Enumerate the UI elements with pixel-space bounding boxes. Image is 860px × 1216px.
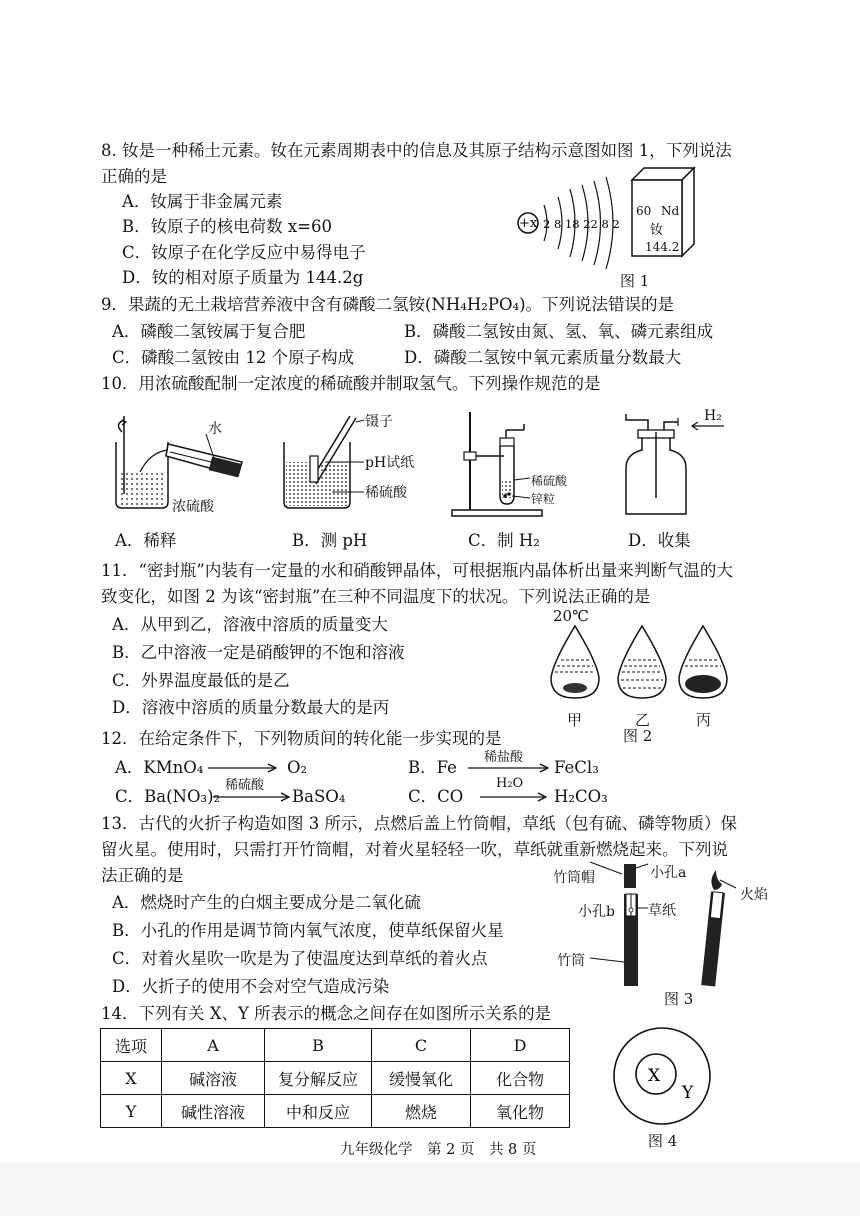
label-hole-b: 小孔b	[578, 904, 615, 920]
fig1-caption: 图 1	[620, 272, 650, 290]
table-cell: C	[372, 1029, 471, 1062]
label-paper: 草纸	[648, 903, 676, 919]
q12-b-condition: 稀盐酸	[484, 750, 524, 765]
table-cell: 缓慢氧化	[372, 1062, 471, 1095]
label-dilute-acid: 稀硫酸	[365, 485, 407, 501]
q10-option-c: C．制 H₂	[468, 531, 540, 550]
label-flame: 火焰	[740, 887, 768, 903]
q11-option-b: B．乙中溶液一定是硝酸钾的不饱和溶液	[112, 643, 405, 662]
page-footer: 九年级化学 第 2 页 共 8 页	[340, 1142, 537, 1158]
q12-b-left: B．Fe	[408, 758, 457, 777]
q10-option-d: D．收集	[628, 531, 691, 550]
table-cell: 燃烧	[372, 1095, 471, 1128]
q10-option-b: B．测 pH	[292, 531, 368, 550]
q8-option-c: C．钕原子在化学反应中易得电子	[122, 243, 366, 262]
label-hole-a: 小孔a	[650, 865, 687, 881]
atom-shell-electrons: 2 8 18 22 8 2	[543, 217, 620, 231]
table-cell: D	[471, 1029, 570, 1062]
q12-a-left: A．KMnO₄	[115, 758, 204, 777]
q14-stem: 14．下列有关 X、Y 所表示的概念之间存在如图所示关系的是	[101, 1004, 552, 1023]
periodic-mass: 144.2	[645, 240, 680, 254]
table-row	[101, 1095, 570, 1128]
q12-c-right: BaSO₄	[292, 787, 346, 806]
q12-d-condition: H₂O	[496, 776, 524, 791]
q10-stem: 10．用浓硫酸配制一定浓度的稀硫酸并制取氢气。下列操作规范的是	[101, 374, 601, 393]
q8-option-b: B．钕原子的核电荷数 x=60	[122, 217, 332, 236]
table-cell: 氧化物	[471, 1095, 570, 1128]
venn-y-label: Y	[682, 1083, 694, 1103]
label-conc-acid: 浓硫酸	[172, 499, 214, 515]
q9-option-d: D．磷酸二氢铵中氧元素质量分数最大	[404, 348, 682, 367]
q13-option-c: C．对着火星吹一吹是为了使温度达到草纸的着火点	[112, 949, 488, 968]
fig2-caption: 图 2	[623, 727, 653, 745]
q9-option-c: C．磷酸二氢铵由 12 个原子构成	[112, 348, 355, 367]
table-cell: B	[265, 1029, 372, 1062]
label-tube: 竹筒	[557, 953, 585, 969]
table-row	[101, 1029, 570, 1062]
table-cell: 中和反应	[265, 1095, 372, 1128]
q14-options-table	[100, 1028, 570, 1128]
page-bottom-margin	[0, 1163, 860, 1216]
label-tweezers: 镊子	[365, 414, 393, 430]
bottle-bing-label: 丙	[696, 711, 712, 729]
q9-option-b: B．磷酸二氢铵由氮、氢、氧、磷元素组成	[404, 322, 714, 341]
q12-a-arrow	[208, 760, 280, 774]
q13-stem-line3: 法正确的是	[101, 866, 184, 885]
table-row	[101, 1062, 570, 1095]
q11-stem-line2: 致变化，如图 2 为该“密封瓶”在三种不同温度下的状况。下列说法正确的是	[101, 587, 651, 606]
q13-stem-line1: 13．古代的火折子构造如图 3 所示，点燃后盖上竹筒帽，草纸（包有硫、磷等物质）保	[101, 814, 737, 833]
table-cell: 化合物	[471, 1062, 570, 1095]
q13-option-b: B．小孔的作用是调节筒内氧气浓度，使草纸保留火星	[112, 921, 504, 940]
q12-c-condition: 稀硫酸	[225, 778, 265, 793]
q12-d-right: H₂CO₃	[554, 787, 608, 806]
periodic-name: 钕	[650, 223, 664, 238]
q11-option-d: D．溶液中溶质的质量分数最大的是丙	[112, 698, 390, 717]
label-dilute-acid-c: 稀硫酸	[531, 474, 568, 488]
q12-c-left: C．Ba(NO₃)₂	[115, 787, 221, 806]
q13-stem-line2: 留火星。使用时，只需打开竹筒帽，对着火星轻轻一吹，草纸就重新燃烧起来。下列说	[101, 840, 728, 859]
q12-a-right: O₂	[287, 758, 308, 777]
q8-option-a: A．钕属于非金属元素	[122, 192, 283, 211]
label-h2: H₂	[704, 408, 722, 424]
venn-x-label: X	[648, 1066, 661, 1086]
table-cell: Y	[101, 1095, 162, 1128]
q11-option-a: A．从甲到乙，溶液中溶质的质量变大	[112, 615, 388, 634]
q12-b-right: FeCl₃	[554, 758, 599, 777]
q12-d-left: C．CO	[408, 787, 464, 806]
label-ph-paper: pH试纸	[365, 455, 415, 471]
table-cell: 碱溶液	[162, 1062, 265, 1095]
q13-option-d: D．火折子的使用不会对空气造成污染	[112, 977, 390, 996]
fig4-caption: 图 4	[648, 1132, 678, 1150]
label-zinc: 锌粒	[531, 492, 556, 506]
label-water: 水	[208, 421, 222, 437]
q12-stem: 12．在给定条件下，下列物质间的转化能一步实现的是	[101, 729, 502, 748]
venn-diagram	[608, 1022, 718, 1132]
q11-stem-line1: 11．“密封瓶”内装有一定量的水和硝酸钾晶体，可根据瓶内晶体析出量来判断气温的大	[101, 561, 733, 580]
q12-c-arrow	[213, 789, 293, 803]
atom-structure-diagram	[510, 175, 620, 275]
table-cell: X	[101, 1062, 162, 1095]
table-cell: 选项	[101, 1029, 162, 1062]
temperature-label: 20℃	[553, 607, 589, 625]
bottle-jia-label: 甲	[567, 711, 583, 729]
q11-option-c: C．外界温度最低的是乙	[112, 671, 290, 690]
periodic-symbol: Nd	[661, 204, 680, 218]
q8-option-d: D．钕的相对原子质量为 144.2g	[122, 268, 364, 287]
sealed-bottles-diagram	[545, 622, 735, 702]
table-cell: 碱性溶液	[162, 1095, 265, 1128]
periodic-atomic-number: 60	[636, 204, 652, 218]
q8-stem-line1: 8. 钕是一种稀土元素。钕在元素周期表中的信息及其原子结构示意图如图 1，下列说法	[101, 141, 732, 160]
bottle-yi-label: 乙	[635, 711, 651, 729]
label-cap: 竹筒帽	[553, 870, 595, 886]
q8-stem-line2: 正确的是	[101, 167, 167, 186]
q13-option-a: A．燃烧时产生的白烟主要成分是二氧化硫	[112, 893, 421, 912]
atom-nucleus-label: +x	[519, 216, 538, 231]
q9-stem: 9．果蔬的无土栽培营养液中含有磷酸二氢铵(NH₄H₂PO₄)。下列说法错误的是	[101, 295, 675, 314]
q12-b-arrow	[468, 760, 552, 774]
q10-option-a: A．稀释	[115, 531, 177, 550]
q12-d-arrow	[480, 789, 550, 803]
table-cell: A	[162, 1029, 265, 1062]
table-cell: 复分解反应	[265, 1062, 372, 1095]
q9-option-a: A．磷酸二氢铵属于复合肥	[112, 322, 306, 341]
fig3-caption: 图 3	[664, 990, 694, 1008]
